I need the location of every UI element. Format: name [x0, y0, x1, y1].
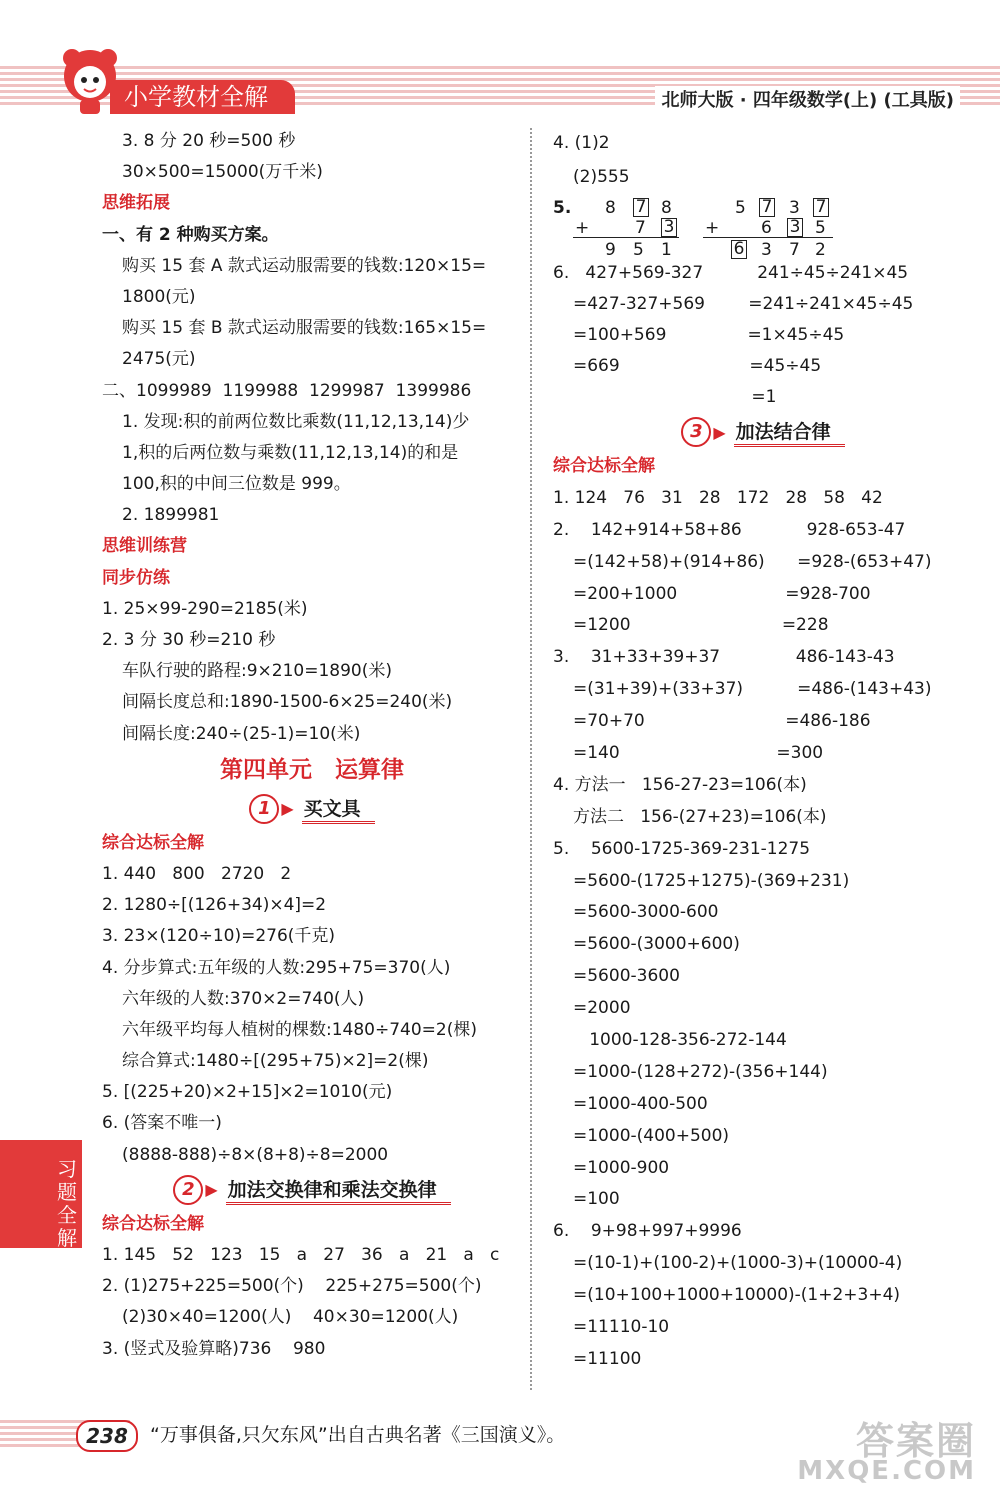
- answer-line: =669 =45÷45: [573, 356, 822, 376]
- right-block-3: [553, 451, 973, 1376]
- lesson-title: 买文具: [302, 794, 375, 824]
- left-block-3: [102, 1209, 522, 1365]
- answer-line: 1. 发现:积的前两位数比乘数(11,12,13,14)少: [122, 411, 470, 432]
- answer-line: 1. 145 52 123 15 a 27 36 a 21 a c: [102, 1245, 500, 1265]
- right-column: [553, 126, 973, 1376]
- answer-line: 6. 427+569-327 241÷45÷241×45: [553, 263, 909, 283]
- lesson-number-badge: 3: [681, 417, 711, 447]
- digit: 5: [633, 240, 644, 260]
- answer-line: =100: [573, 1189, 620, 1210]
- answer-line: 2. (1)275+225=500(个) 225+275=500(个): [102, 1276, 482, 1297]
- digit: 2: [815, 240, 826, 260]
- answer-line: =1000-(400+500): [573, 1125, 730, 1146]
- section-heading: 综合达标全解: [102, 1213, 204, 1234]
- plus-sign: +: [575, 218, 590, 238]
- answer-line: 5. 5600-1725-369-231-1275: [553, 838, 811, 859]
- answer-line: 6. 9+98+997+9996: [553, 1221, 742, 1242]
- page-number: 238: [76, 1420, 138, 1452]
- answer-line: 1. 124 76 31 28 172 28 58 42: [553, 487, 883, 508]
- answer-line: 购买 15 套 A 款式运动服需要的钱数:120×15=: [122, 255, 487, 276]
- question-number: 5.: [553, 198, 572, 218]
- plus-sign: +: [705, 218, 720, 238]
- answer-line: 车队行驶的路程:9×210=1890(米): [122, 661, 393, 682]
- watermark-logo: 答案圈: [855, 1419, 976, 1463]
- answer-line: 间隔长度总和:1890-1500-6×25=240(米): [122, 692, 453, 713]
- digit-box: 7: [633, 198, 649, 217]
- answer-line: 3. 23×(120÷10)=276(千克): [102, 926, 336, 947]
- answer-line: 1,积的后两位数与乘数(11,12,13,14)的和是: [122, 442, 459, 463]
- answer-line: 30×500=15000(万千米): [122, 162, 323, 183]
- digit: 5: [815, 218, 826, 238]
- digit: 7: [789, 240, 800, 260]
- answer-line: =(10-1)+(100-2)+(1000-3)+(10000-4): [573, 1253, 903, 1274]
- answer-line: (2)555: [573, 167, 630, 187]
- left-block-1: [102, 126, 522, 750]
- left-column: [102, 126, 522, 1365]
- digit-box: 3: [661, 218, 677, 237]
- vertical-addition: [553, 194, 973, 258]
- arrow-icon: ▶: [281, 799, 294, 819]
- answer-line: =70+70 =486-186: [573, 711, 871, 732]
- section-heading: 同步仿练: [102, 567, 170, 588]
- answer-line: =1000-(128+272)-(356+144): [573, 1061, 828, 1082]
- digit-box: 7: [813, 198, 829, 217]
- digit-box: 6: [731, 240, 747, 259]
- mascot-logo: [54, 46, 126, 118]
- lesson-title: 加法交换律和乘法交换律: [226, 1175, 451, 1205]
- answer-line: 1. 440 800 2720 2: [102, 863, 292, 884]
- answer-line: 2. 1280÷[(126+34)×4]=2: [102, 895, 327, 916]
- answer-line: =427-327+569 =241÷241×45÷45: [573, 294, 914, 314]
- column-divider: [530, 128, 532, 1390]
- lesson-2-heading: [102, 1171, 522, 1209]
- left-block-2: [102, 828, 522, 1171]
- answer-line: =5600-3600: [573, 966, 680, 987]
- answer-line: 100,积的中间三位数是 999。: [122, 474, 351, 495]
- answer-line: 一、有 2 种购买方案。: [102, 224, 279, 245]
- digit: 3: [761, 240, 772, 260]
- answer-line: =100+569 =1×45÷45: [573, 325, 845, 345]
- section-heading: 思维训练营: [102, 536, 187, 557]
- answer-line: 综合算式:1480÷[(295+75)×2]=2(棵): [122, 1051, 429, 1072]
- answer-line: (8888-888)÷8×(8+8)÷8=2000: [122, 1144, 389, 1165]
- answer-line: 3. (竖式及验算略)736 980: [102, 1338, 326, 1359]
- answer-line: =200+1000 =928-700: [573, 583, 871, 604]
- answer-line: 2. 142+914+58+86 928-653-47: [553, 519, 906, 540]
- answer-line: =5600-(3000+600): [573, 934, 740, 955]
- side-tab-label: 习题全解: [57, 1157, 77, 1250]
- answer-line: 3. 31+33+39+37 486-143-43: [553, 647, 895, 668]
- watermark-url: MXQE.COM: [797, 1456, 976, 1486]
- digit: 6: [761, 218, 772, 238]
- answer-line: (2)30×40=1200(人) 40×30=1200(人): [122, 1307, 459, 1328]
- brand-banner: [110, 80, 295, 114]
- digit: 8: [661, 198, 672, 218]
- answer-line: =140 =300: [573, 743, 824, 764]
- unit-title: 第四单元 运算律: [220, 756, 404, 783]
- digit-box: 3: [787, 218, 803, 237]
- digit: 8: [605, 198, 616, 218]
- lesson-number-badge: 1: [249, 794, 279, 824]
- answer-line: =2000: [573, 998, 631, 1019]
- answer-line: 2. 1899981: [122, 505, 220, 526]
- digit: 5: [735, 198, 746, 218]
- lesson-1-heading: [102, 790, 522, 828]
- answer-line: 1000-128-356-272-144: [573, 1030, 787, 1051]
- right-block-1: [553, 126, 973, 194]
- arrow-icon: ▶: [205, 1180, 218, 1200]
- arrow-icon: ▶: [713, 422, 726, 442]
- answer-line: 2. 3 分 30 秒=210 秒: [102, 630, 276, 650]
- section-heading: 综合达标全解: [553, 456, 655, 476]
- digit: 1: [661, 240, 672, 260]
- answer-line: =5600-3000-600: [573, 902, 719, 923]
- answer-line: 3. 8 分 20 秒=500 秒: [122, 131, 296, 151]
- book-series-label: 北师大版 · 四年级数学(上) (工具版): [655, 86, 960, 112]
- answer-line: =1000-900: [573, 1157, 670, 1178]
- section-heading: 综合达标全解: [102, 832, 204, 853]
- answer-line: 4. (1)2: [553, 133, 610, 153]
- answer-line: =(10+100+1000+10000)-(1+2+3+4): [573, 1285, 901, 1306]
- answer-line: =(31+39)+(33+37) =486-(143+43): [573, 679, 932, 700]
- section-heading: 思维拓展: [102, 193, 170, 214]
- answer-line: 二、1099989 1199988 1299987 1399986: [102, 380, 472, 401]
- answer-line: 六年级的人数:370×2=740(人): [122, 988, 365, 1009]
- answer-line: =1000-400-500: [573, 1093, 708, 1114]
- sum-line: [703, 237, 833, 238]
- answer-line: 六年级平均每人植树的棵数:1480÷740=2(棵): [122, 1019, 478, 1040]
- answer-line: 6. (答案不唯一): [102, 1113, 222, 1134]
- answer-line: 1. 25×99-290=2185(米): [102, 598, 308, 619]
- answer-line: 1800(元): [122, 286, 196, 307]
- footer-note: “万事俱备,只欠东风”出自古典名著《三国演义》。: [150, 1424, 566, 1446]
- answer-line: =11100: [573, 1348, 642, 1369]
- answer-line: 4. 方法一 156-27-23=106(本): [553, 774, 807, 795]
- lesson-number-badge: 2: [173, 1175, 203, 1205]
- digit: 7: [635, 218, 646, 238]
- digit: 3: [789, 198, 800, 218]
- answer-line: 购买 15 套 B 款式运动服需要的钱数:165×15=: [122, 318, 487, 339]
- right-block-2: [553, 258, 973, 413]
- answer-line: 方法二 156-(27+23)=106(本): [573, 806, 827, 827]
- lesson-3-heading: [553, 413, 973, 451]
- answer-line: 4. 分步算式:五年级的人数:295+75=370(人): [102, 957, 451, 978]
- answer-line: =11110-10: [573, 1317, 670, 1338]
- digit: 9: [605, 240, 616, 260]
- lesson-title: 加法结合律: [734, 417, 845, 447]
- answer-line: 间隔长度:240÷(25-1)=10(米): [122, 723, 361, 744]
- answer-line: 2475(元): [122, 349, 196, 370]
- answer-line: 5. [(225+20)×2+15]×2=1010(元): [102, 1082, 393, 1103]
- answer-line: =1: [573, 387, 777, 407]
- answer-line: =1200 =228: [573, 615, 829, 636]
- brand-title: 小学教材全解: [124, 83, 268, 111]
- sum-line: [573, 237, 679, 238]
- answer-line: =(142+58)+(914+86) =928-(653+47): [573, 551, 932, 572]
- digit-box: 7: [759, 198, 775, 217]
- answer-line: =5600-(1725+1275)-(369+231): [573, 870, 850, 891]
